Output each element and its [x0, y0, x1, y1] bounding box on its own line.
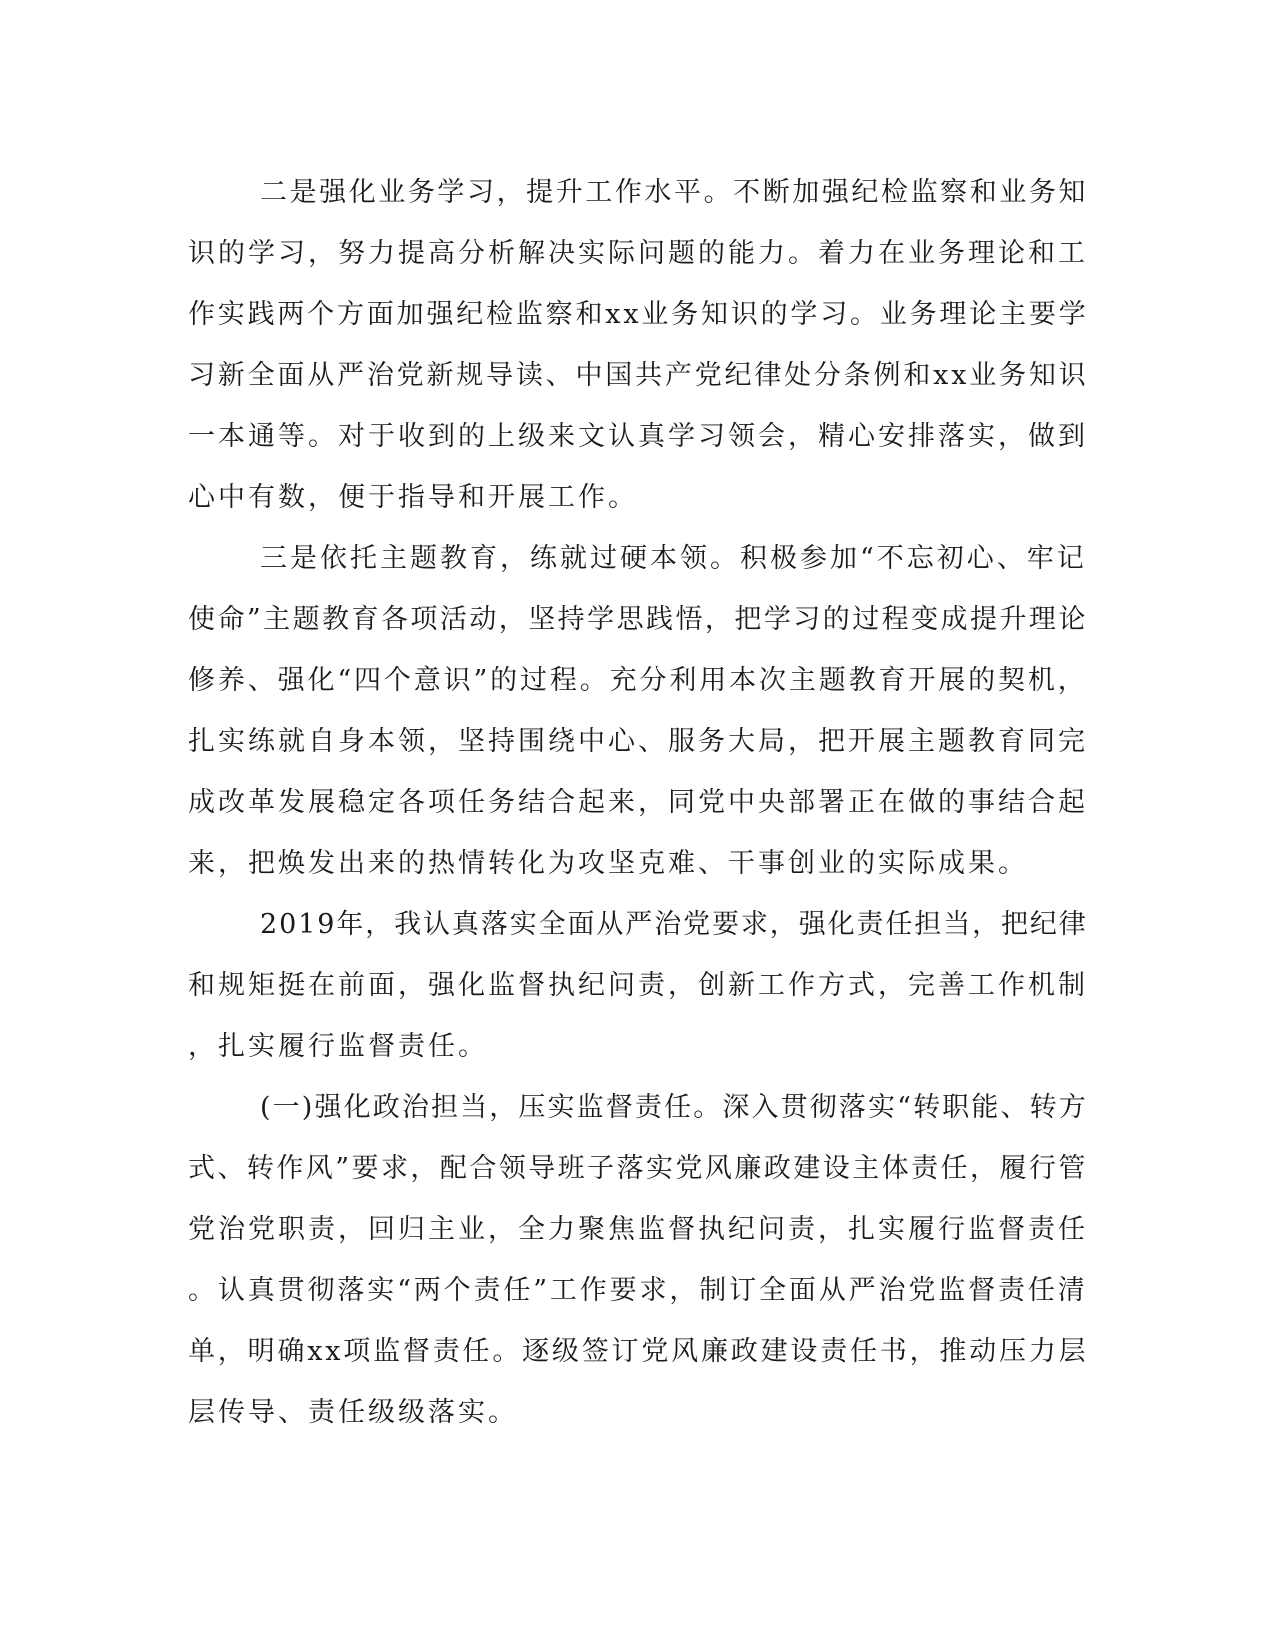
paragraph-line: 习新全面从严治党新规导读、中国共产党纪律处分条例和xx业务知识 — [188, 360, 1089, 391]
paragraph-line: 来，把焕发出来的热情转化为攻坚克难、干事创业的实际成果。 — [188, 848, 1028, 879]
paragraph-line: 心中有数，便于指导和开展工作。 — [188, 482, 638, 513]
paragraph-line: 作实践两个方面加强纪检监察和xx业务知识的学习。业务理论主要学 — [188, 299, 1089, 330]
paragraph — [188, 528, 1088, 894]
paragraph-line: ，扎实履行监督责任。 — [188, 1031, 488, 1062]
paragraph — [188, 894, 1088, 1077]
paragraph-line: 单，明确xx项监督责任。逐级签订党风廉政建设责任书，推动压力层 — [188, 1336, 1089, 1367]
paragraph-line: 识的学习，努力提高分析解决实际问题的能力。着力在业务理论和工 — [188, 238, 1088, 269]
paragraph — [188, 1077, 1088, 1443]
paragraph-line: 层传导、责任级级落实。 — [188, 1397, 518, 1428]
paragraph-line: 扎实练就自身本领，坚持围绕中心、服务大局，把开展主题教育同完 — [188, 726, 1088, 757]
paragraph-line: 。认真贯彻落实“两个责任”工作要求，制订全面从严治党监督责任清 — [188, 1275, 1088, 1306]
paragraph-line: 修养、强化“四个意识”的过程。充分利用本次主题教育开展的契机， — [188, 665, 1088, 696]
paragraph-line: 2019年，我认真落实全面从严治党要求，强化责任担当，把纪律 — [260, 909, 1088, 940]
document-body — [188, 162, 1088, 1443]
paragraph-line: 式、转作风”要求，配合领导班子落实党风廉政建设主体责任，履行管 — [188, 1153, 1088, 1184]
paragraph-line: 成改革发展稳定各项任务结合起来，同党中央部署正在做的事结合起 — [188, 787, 1088, 818]
paragraph-line: 党治党职责，回归主业，全力聚焦监督执纪问责，扎实履行监督责任 — [188, 1214, 1088, 1245]
paragraph-line: 使命”主题教育各项活动，坚持学思践悟，把学习的过程变成提升理论 — [188, 604, 1088, 635]
paragraph-line: 二是强化业务学习，提升工作水平。不断加强纪检监察和业务知 — [260, 177, 1088, 208]
paragraph-line: 三是依托主题教育，练就过硬本领。积极参加“不忘初心、牢记 — [260, 543, 1087, 574]
paragraph-line: 和规矩挺在前面，强化监督执纪问责，创新工作方式，完善工作机制 — [188, 970, 1088, 1001]
paragraph-line: 一本通等。对于收到的上级来文认真学习领会，精心安排落实，做到 — [188, 421, 1088, 452]
paragraph — [188, 162, 1088, 528]
paragraph-line: (一)强化政治担当，压实监督责任。深入贯彻落实“转职能、转方 — [260, 1092, 1088, 1123]
